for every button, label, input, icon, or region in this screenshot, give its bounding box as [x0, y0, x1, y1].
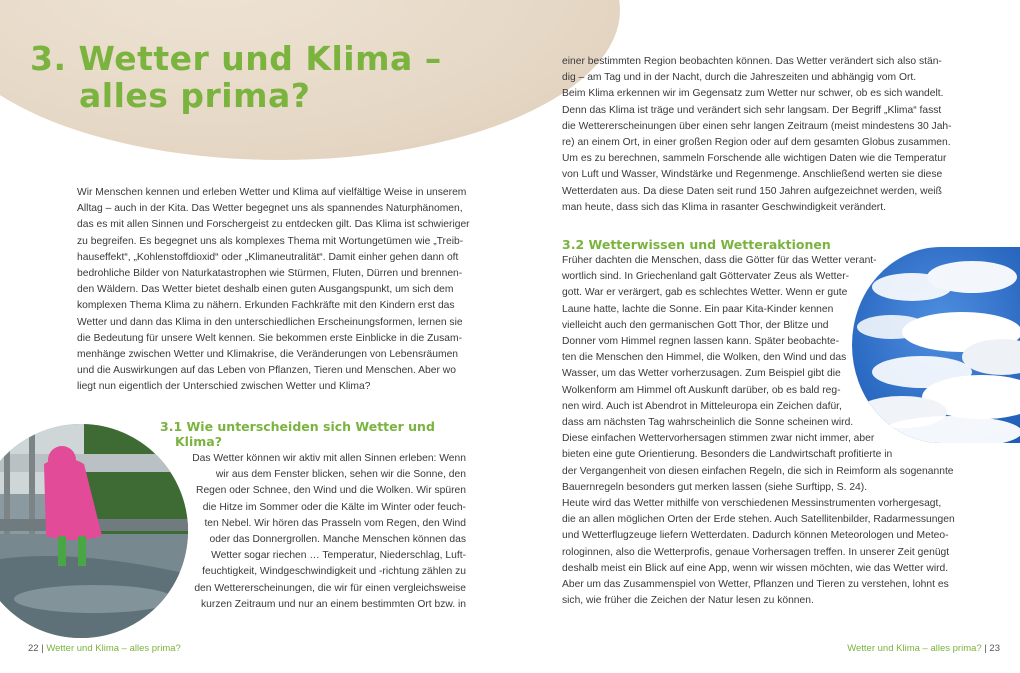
text-line: Wolkenform am Himmel oft Auskunft darüber, ob es bald reg-: [562, 384, 841, 396]
child-in-rain-photo: [0, 424, 188, 638]
continuation-paragraph: [562, 54, 1002, 216]
text-line: dig – am Tag und in der Nacht, durch die Jahreszeiten und abhängig vom Ort.: [562, 72, 917, 84]
text-line: Beim Klima erkennen wir im Gegensatz zum Wetter nur schwer, ob es sich wandelt.: [562, 88, 944, 100]
text-line: wir aus dem Fenster blicken, sehen wir die Sonne, den: [215, 469, 466, 481]
section-3-1-paragraph: [186, 451, 466, 613]
section-3-2-paragraph: [562, 253, 1002, 609]
text-line: Donner vom Himmel regnen lassen kann. Später beobachte-: [562, 336, 840, 348]
text-line: zu begreifen. Es begegnet uns als komplexes Thema mit Wortungetümen wie „Treib-: [77, 235, 464, 247]
text-line: Wir Menschen kennen und erleben Wetter und Klima auf vielfältige Weise in unserem: [77, 187, 467, 198]
text-line: ten die Menschen den Himmel, die Wolken, den Wind und das: [562, 352, 847, 364]
intro-paragraph: [77, 185, 477, 396]
text-line: Um es zu berechnen, sammeln Forschende alle wichtigen Daten wie die Temperatur: [562, 153, 947, 165]
text-line: die Hitze im Sommer oder die Kälte im Winter oder feuch-: [202, 501, 466, 513]
text-line: sich, wie früher die Zeichen der Natur lesen zu können.: [562, 595, 814, 607]
text-line: die Wettererscheinungen über einen sehr langen Zeitraum (meist mindestens 30 Jah-: [562, 120, 952, 132]
text-line: oder das Donnergrollen. Manche Menschen können das: [209, 534, 466, 546]
text-line: Wasser, um das Wetter vorherzusagen. Zum Beispiel gibt die: [562, 368, 841, 380]
text-line: feuchtigkeit, Windgeschwindigkeit und -richtung zählen zu: [202, 566, 466, 578]
section-heading-line2: Klima?: [175, 434, 222, 449]
text-line: komplexen Thema Klima zu nähern. Erkunden Fachkräfte mit den Kindern erst das: [77, 300, 455, 312]
text-line: Wetter sogar riechen … Temperatur, Niederschlag, Luft-: [211, 550, 466, 562]
text-line: Regen oder Schnee, den Wind und die Wolken. Wir spüren: [196, 485, 466, 497]
page-footer-right: [847, 643, 1000, 654]
text-line: Heute wird das Wetter mithilfe von verschiedenen Messinstrumenten vorhergesagt,: [562, 498, 942, 510]
text-line: deshalb meist ein Blick auf eine App, wenn wir wissen möchten, wie das Wetter wird.: [562, 562, 949, 574]
text-line: die an allen möglichen Orten der Erde stehen. Auch Satellitenbilder, Radarmessungen: [562, 514, 955, 526]
page-number: 22: [28, 643, 39, 654]
page-footer-left: [28, 643, 181, 654]
child-in-rain-illustration: [0, 424, 188, 638]
text-line: gott. War er verärgert, gab es schlechtes Wetter. Wenn er gute: [562, 287, 848, 299]
section-heading-3-2: 3.2 Wetterwissen und Wetteraktionen: [562, 237, 831, 252]
text-line: bieten eine gute Orientierung. Besonders die Landwirtschaft profitierte in: [562, 449, 893, 461]
section-heading-3-1: [160, 419, 480, 449]
text-line: kurzen Zeitraum und nur an einem bestimmten Ort bzw. in: [201, 598, 466, 610]
text-line: von Luft und Wasser, Windstärke und Regenmenge. Anschließend werten sie diese: [562, 169, 943, 181]
text-line: das es mit allen Sinnen und Forschergeist zu entdecken gilt. Das Klima ist schwieriger: [77, 219, 470, 231]
chapter-title-line1: 3. Wetter und Klima –: [30, 39, 442, 78]
text-line: vielleicht auch den germanischen Gott Thor, der Blitze und: [562, 319, 829, 331]
text-line: Das Wetter können wir aktiv mit allen Sinnen erleben: Wenn: [192, 453, 466, 464]
text-line: Diese einfachen Wettervorhersagen stimmen zwar nicht immer, aber: [562, 433, 875, 445]
text-line: hauseffekt“, „Kohlenstoffdioxid“ oder „Klimaneutralität“. Damit einher gehen dann oft: [77, 251, 459, 263]
text-line: wortlich sind. In Griechenland galt Göttervater Zeus als Wetter-: [562, 271, 850, 283]
text-line: man heute, dass sich das Klima in rasanter Geschwindigkeit verändert.: [562, 201, 886, 213]
text-line: rologinnen, also die Wetterprofis, genaue Vorhersagen treffen. In unserer Zeit genügt: [562, 546, 950, 558]
text-line: den Wäldern. Das Wetter bietet deshalb einen guten Ausgangspunkt, um sich dem: [77, 284, 454, 296]
text-line: und Wetterflugzeuge liefern Wetterdaten. Dadurch können Meteorologen und Meteo-: [562, 530, 949, 542]
section-heading-line1: 3.1 Wie unterscheiden sich Wetter und: [160, 419, 435, 434]
text-line: menhänge zwischen Wetter und Klimakrise, die Veränderungen von Lebensräumen: [77, 349, 459, 361]
text-line: ten Nebel. Wir hören das Prasseln vom Regen, den Wind: [204, 517, 466, 529]
footer-separator: |: [984, 643, 987, 654]
text-line: Aber um das Zusammenspiel von Wetter, Pflanzen und Tieren zu verstehen, lohnt es: [562, 579, 949, 591]
page-number: 23: [989, 643, 1000, 654]
text-line: Wetterdaten aus. Da diese Daten seit rund 150 Jahren aufgezeichnet werden, weiß: [562, 185, 942, 197]
text-line: den Wettererscheinungen, die wir für einen vergleichsweise: [194, 582, 466, 594]
text-line: Bauernregeln besonders gut merken lassen (siehe Surftipp, S. 24).: [562, 481, 868, 493]
text-line: einer bestimmten Region beobachten können. Das Wetter verändert sich also stän-: [562, 56, 942, 67]
text-line: und die Auswirkungen auf das Leben von Pflanzen, Tieren und Menschen. Aber wo: [77, 365, 456, 377]
text-line: Früher dachten die Menschen, dass die Götter für das Wetter verant-: [562, 255, 877, 266]
text-line: bedrohliche Bilder von Naturkatastrophen wie Stürmen, Fluten, Dürren und brennen-: [77, 268, 463, 280]
text-line: nen wird. Auch ist Abendrot in Mitteleuropa ein Zeichen dafür,: [562, 400, 842, 412]
chapter-title: [30, 40, 442, 114]
right-page: [510, 0, 1020, 673]
text-line: liegt nun eigentlich der Unterschied zwischen Wetter und Klima?: [77, 381, 371, 393]
chapter-title-line2: alles prima?: [79, 76, 311, 115]
text-line: der Vergangenheit von diesen einfachen Regeln, die sich in Reimform als sogenannte: [562, 465, 954, 477]
text-line: Denn das Klima ist träge und verändert sich sehr langsam. Der Begriff „Klima“ fasst: [562, 104, 942, 116]
footer-separator: |: [41, 643, 44, 654]
text-line: re) an einem Ort, in einer großen Region oder auf dem gesamten Globus zusammen.: [562, 137, 951, 149]
running-title: Wetter und Klima – alles prima?: [847, 643, 982, 654]
text-line: Laune hatte, lachte die Sonne. Ein paar Kita-Kinder kennen: [562, 303, 834, 315]
text-line: Wetter und dann das Klima in den unterschiedlichen Erscheinungsformen, lernen sie: [77, 316, 463, 328]
text-line: die Bedeutung für unsere Welt kennen. Sie bekommen erste Einblicke in die Zusam-: [77, 332, 463, 344]
text-line: dass am nächsten Tag wahrscheinlich die Sonne scheinen wird.: [562, 417, 854, 429]
running-title: Wetter und Klima – alles prima?: [46, 643, 181, 654]
text-line: Alltag – auch in der Kita. Das Wetter begegnet uns als spannendes Naturphänomen,: [77, 203, 463, 215]
